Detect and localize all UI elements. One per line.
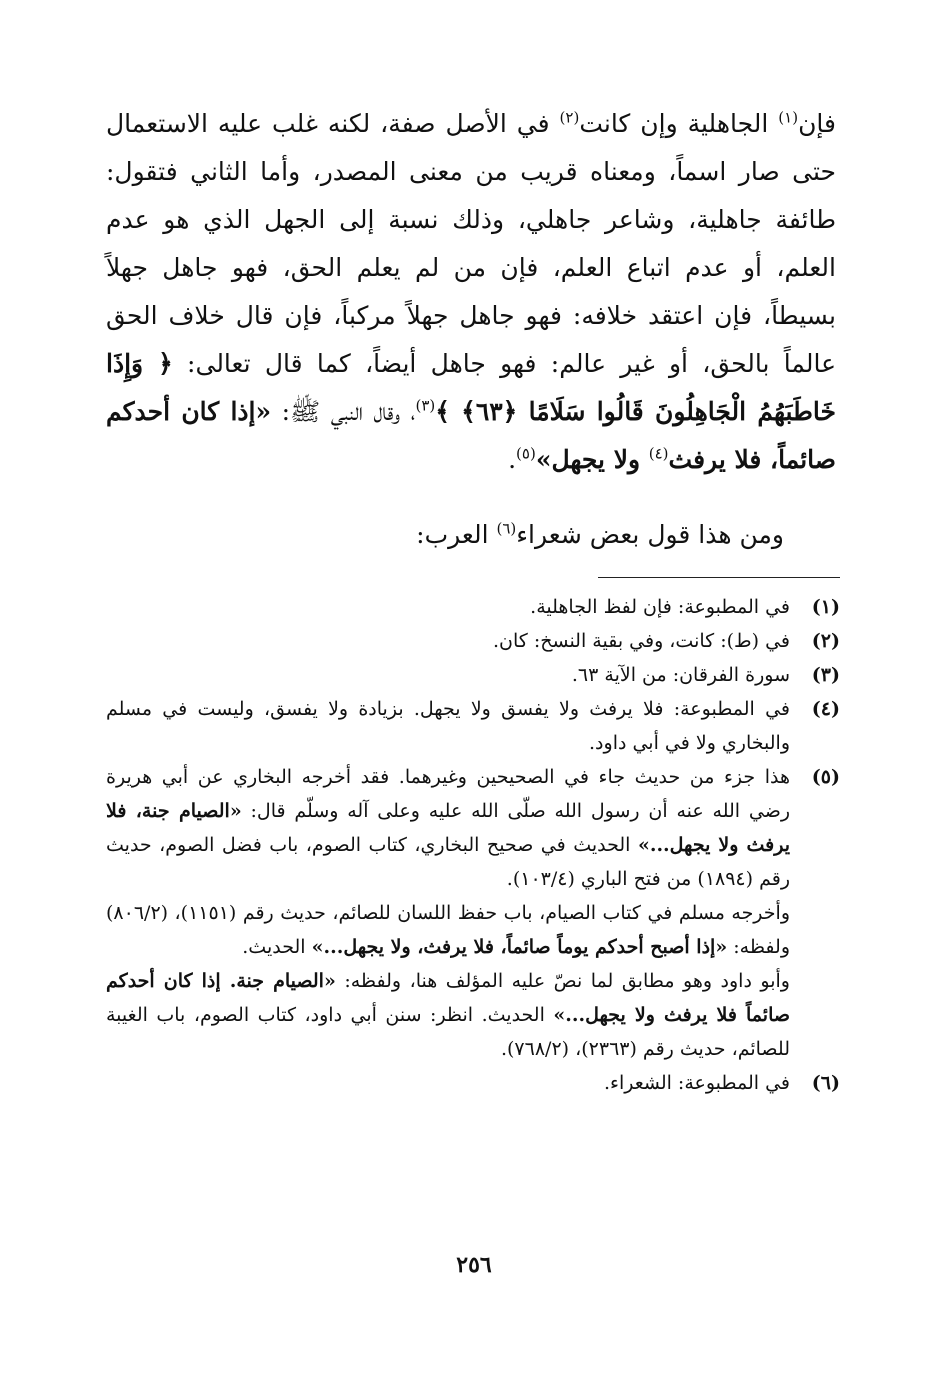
footnote-text	[106, 760, 790, 896]
footnote-5-continuation	[106, 964, 840, 1066]
text-run: ، وقال النبي ﷺ:	[271, 397, 416, 426]
footnote-text: في (ط): كانت، وفي بقية النسخ: كان.	[492, 630, 790, 652]
main-paragraph	[106, 100, 836, 484]
footnote-ref-4: (٤)	[648, 444, 669, 463]
text-run: وأبو داود وهو مطابق لما نصّ عليه المؤلف هنا، ولفظه:	[335, 970, 790, 992]
text-run: وأخرجه مسلم في كتاب الصيام، باب حفظ اللسان للصائم، حديث رقم (١١٥١)، (٨٠٦/٢) ولفظه:	[106, 902, 790, 958]
footnote-4	[106, 692, 840, 760]
footnotes	[106, 590, 840, 1100]
footnote-text: في المطبوعة: الشعراء.	[603, 1072, 790, 1094]
footnote-number: (١)	[811, 596, 840, 618]
footnote-5	[106, 760, 840, 896]
footnote-text: في المطبوعة: فلا يرفث ولا يفسق ولا يجهل. بزيادة ولا يفسق، وليست في مسلم والبخاري ولا في أبي داود.	[106, 698, 790, 754]
text-run: الحديث. انظر: سنن أبي داود، كتاب الصوم، باب الغيبة للصائم، حديث رقم (٢٣٦٣)، (٧٦٨/٢).	[106, 1004, 790, 1060]
text-run: الجاهلية وإن كانت	[579, 109, 779, 138]
text-run: فإن	[798, 109, 836, 138]
hadith-quote: ولا يجهل»	[535, 445, 649, 474]
footnote-1	[106, 590, 840, 624]
text-run: الحديث.	[242, 936, 312, 958]
footnote-ref-5: (٥)	[516, 444, 536, 463]
page-number: ٢٥٦	[456, 1252, 492, 1278]
footnote-number: (٥)	[811, 766, 840, 788]
footnote-3	[106, 658, 840, 692]
footnote-number: (٣)	[811, 664, 840, 686]
text-run: ومن هذا قول بعض شعراء	[516, 520, 784, 549]
footnote-number: (٦)	[811, 1072, 840, 1094]
hadith-quote: «إذا كان أحدكم صائماً، فلا يرفث	[106, 397, 836, 474]
text-run: الحديث في صحيح البخاري، كتاب الصوم، باب فضل الصوم، حديث رقم (١٨٩٤) من فتح الباري (١٠٣/٤).	[106, 834, 790, 890]
footnote-number: (٤)	[811, 698, 840, 720]
hadith-quote: «الصيام جنة. إذا كان أحدكم صائماً فلا يرفث ولا يجهل...»	[106, 970, 790, 1026]
hadith-quote: «الصيام جنة، فلا يرفث ولا يجهل...»	[106, 800, 791, 856]
quran-verse: ﴿ وَإِذَا خَاطَبَهُمُ الْجَاهِلُونَ قَالُوا سَلَامًا ﴿٦٣﴾ ﴾	[106, 349, 837, 426]
footnote-number: (٢)	[811, 630, 840, 652]
footnote-text: سورة الفرقان: من الآية ٦٣.	[571, 664, 790, 686]
footnote-divider	[598, 577, 840, 578]
footnote-2	[106, 624, 840, 658]
main-text	[106, 100, 836, 484]
footnote-ref-6: (٦)	[496, 519, 517, 538]
text-run: في الأصل صفة، لكنه غلب عليه الاستعمال حتى صار اسماً، ومعناه قريب من معنى المصدر، وأما الثاني فتقول: طائفة جاهلية، وشاعر جاهلي، وذلك نسبة إلى الجهل الذي هو عدم العلم، أو عدم اتباع العلم، فإن من لم يعلم الحق، فهو جاهل جهلاً بسيطاً، فإن اعتقد خلافه: فهو جاهل جهلاً مركباً، فإن قال خلاف الحق عالماً بالحق، أو غير عالم: فهو جاهل أيضاً، كما قال تعالى:	[106, 109, 836, 378]
footnote-ref-1: (١)	[778, 108, 799, 127]
footnote-5-continuation	[106, 896, 840, 964]
poetry-intro	[300, 515, 784, 555]
text-run: هذا جزء من حديث جاء في الصحيحين وغيرهما. فقد أخرجه البخاري عن أبي هريرة رضي الله عنه أن رسول الله صلّى الله عليه وعلى آله وسلّم قال:	[106, 766, 791, 822]
footnote-ref-3: (٣)	[415, 396, 436, 415]
text-run: العرب:	[416, 520, 497, 549]
hadith-quote: «إذا أصبح أحدكم يوماً صائماً، فلا يرفث، ولا يجهل...»	[311, 936, 728, 958]
footnote-ref-2: (٢)	[559, 108, 580, 127]
footnote-text: في المطبوعة: فإن لفظ الجاهلية.	[530, 596, 790, 618]
footnote-6	[106, 1066, 840, 1100]
text-run: .	[508, 445, 517, 474]
